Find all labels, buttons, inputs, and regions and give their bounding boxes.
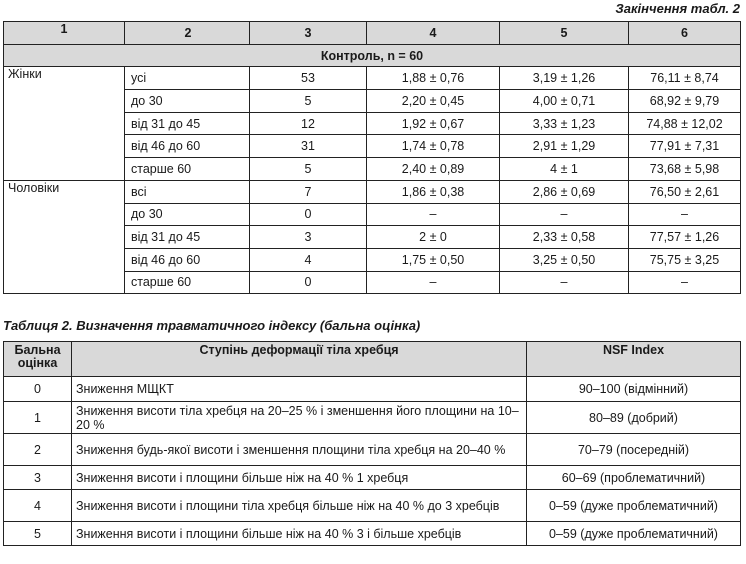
column-header: 4 xyxy=(367,22,500,45)
results-table xyxy=(3,21,741,294)
count-cell: 53 xyxy=(250,67,367,90)
column-header: 5 xyxy=(500,22,629,45)
table-header-row xyxy=(4,342,741,377)
subgroup-cell: усі xyxy=(125,67,250,90)
value-cell: 1,86 ± 0,38 xyxy=(367,180,500,203)
table-row xyxy=(4,402,741,434)
value-cell: – xyxy=(500,271,629,294)
subgroup-cell: від 46 до 60 xyxy=(125,135,250,158)
value-cell: 1,74 ± 0,78 xyxy=(367,135,500,158)
value-cell: 73,68 ± 5,98 xyxy=(629,158,741,181)
subgroup-cell: всі xyxy=(125,180,250,203)
table-row xyxy=(4,180,741,203)
value-cell: 2,91 ± 1,29 xyxy=(500,135,629,158)
deformation-cell: Зниження висоти і площини більше ніж на 40 % 1 хребця xyxy=(72,466,527,490)
count-cell: 3 xyxy=(250,226,367,249)
subgroup-cell: від 46 до 60 xyxy=(125,248,250,271)
score-cell: 4 xyxy=(4,490,72,522)
deformation-cell: Зниження МЩКТ xyxy=(72,377,527,402)
value-cell: 2,20 ± 0,45 xyxy=(367,90,500,113)
table-row xyxy=(4,490,741,522)
deformation-cell: Зниження висоти і площини тіла хребця більше ніж на 40 % до 3 хребців xyxy=(72,490,527,522)
value-cell: 3,25 ± 0,50 xyxy=(500,248,629,271)
value-cell: 77,57 ± 1,26 xyxy=(629,226,741,249)
value-cell: 2,33 ± 0,58 xyxy=(500,226,629,249)
subgroup-cell: до 30 xyxy=(125,90,250,113)
control-group-label: Контроль, n = 60 xyxy=(4,44,741,67)
count-cell: 0 xyxy=(250,271,367,294)
value-cell: 4 ± 1 xyxy=(500,158,629,181)
column-header: 6 xyxy=(629,22,741,45)
value-cell: 77,91 ± 7,31 xyxy=(629,135,741,158)
column-header: Бальна оцінка xyxy=(4,342,72,377)
subgroup-cell: від 31 до 45 xyxy=(125,226,250,249)
table-row xyxy=(4,434,741,466)
subgroup-cell: старше 60 xyxy=(125,158,250,181)
value-cell: 75,75 ± 3,25 xyxy=(629,248,741,271)
table-row xyxy=(4,522,741,546)
nsf-index-cell: 0–59 (дуже проблематичний) xyxy=(527,490,741,522)
group-label: Чоловіки xyxy=(4,180,125,293)
score-cell: 2 xyxy=(4,434,72,466)
count-cell: 4 xyxy=(250,248,367,271)
table2-title: Таблиця 2. Визначення травматичного індексу (бальна оцінка) xyxy=(3,318,421,333)
table-row xyxy=(4,466,741,490)
value-cell: – xyxy=(367,271,500,294)
value-cell: 4,00 ± 0,71 xyxy=(500,90,629,113)
table-row xyxy=(4,377,741,402)
count-cell: 31 xyxy=(250,135,367,158)
value-cell: 2,40 ± 0,89 xyxy=(367,158,500,181)
value-cell: 76,50 ± 2,61 xyxy=(629,180,741,203)
score-cell: 5 xyxy=(4,522,72,546)
deformation-cell: Зниження висоти і площини більше ніж на 40 % 3 і більше хребців xyxy=(72,522,527,546)
trauma-index-table xyxy=(3,341,741,546)
deformation-cell: Зниження будь-якої висоти і зменшення площини тіла хребця на 20–40 % xyxy=(72,434,527,466)
nsf-index-cell: 70–79 (посередній) xyxy=(527,434,741,466)
subgroup-cell: старше 60 xyxy=(125,271,250,294)
value-cell: 1,88 ± 0,76 xyxy=(367,67,500,90)
count-cell: 5 xyxy=(250,90,367,113)
table-header-row xyxy=(4,22,741,45)
value-cell: 1,92 ± 0,67 xyxy=(367,112,500,135)
table-continuation-caption: Закінчення табл. 2 xyxy=(615,1,740,16)
value-cell: 2 ± 0 xyxy=(367,226,500,249)
score-cell: 0 xyxy=(4,377,72,402)
group-header-row xyxy=(4,44,741,67)
count-cell: 12 xyxy=(250,112,367,135)
table-row xyxy=(4,67,741,90)
column-header: 3 xyxy=(250,22,367,45)
score-cell: 3 xyxy=(4,466,72,490)
results-table-body xyxy=(4,67,741,294)
nsf-index-cell: 60–69 (проблематичний) xyxy=(527,466,741,490)
nsf-index-cell: 0–59 (дуже проблематичний) xyxy=(527,522,741,546)
column-header: 2 xyxy=(125,22,250,45)
value-cell: 76,11 ± 8,74 xyxy=(629,67,741,90)
score-cell: 1 xyxy=(4,402,72,434)
value-cell: 3,33 ± 1,23 xyxy=(500,112,629,135)
count-cell: 7 xyxy=(250,180,367,203)
deformation-cell: Зниження висоти тіла хребця на 20–25 % і зменшення його площини на 10–20 % xyxy=(72,402,527,434)
value-cell: 2,86 ± 0,69 xyxy=(500,180,629,203)
value-cell: 1,75 ± 0,50 xyxy=(367,248,500,271)
count-cell: 5 xyxy=(250,158,367,181)
group-label: Жінки xyxy=(4,67,125,180)
value-cell: – xyxy=(500,203,629,226)
nsf-index-cell: 80–89 (добрий) xyxy=(527,402,741,434)
subgroup-cell: до 30 xyxy=(125,203,250,226)
value-cell: – xyxy=(629,203,741,226)
value-cell: 3,19 ± 1,26 xyxy=(500,67,629,90)
value-cell: 74,88 ± 12,02 xyxy=(629,112,741,135)
value-cell: – xyxy=(629,271,741,294)
column-header: 1 xyxy=(4,22,125,45)
value-cell: – xyxy=(367,203,500,226)
column-header: Ступінь деформації тіла хребця xyxy=(72,342,527,377)
trauma-index-table-body xyxy=(4,377,741,546)
count-cell: 0 xyxy=(250,203,367,226)
column-header: NSF Index xyxy=(527,342,741,377)
value-cell: 68,92 ± 9,79 xyxy=(629,90,741,113)
subgroup-cell: від 31 до 45 xyxy=(125,112,250,135)
nsf-index-cell: 90–100 (відмінний) xyxy=(527,377,741,402)
